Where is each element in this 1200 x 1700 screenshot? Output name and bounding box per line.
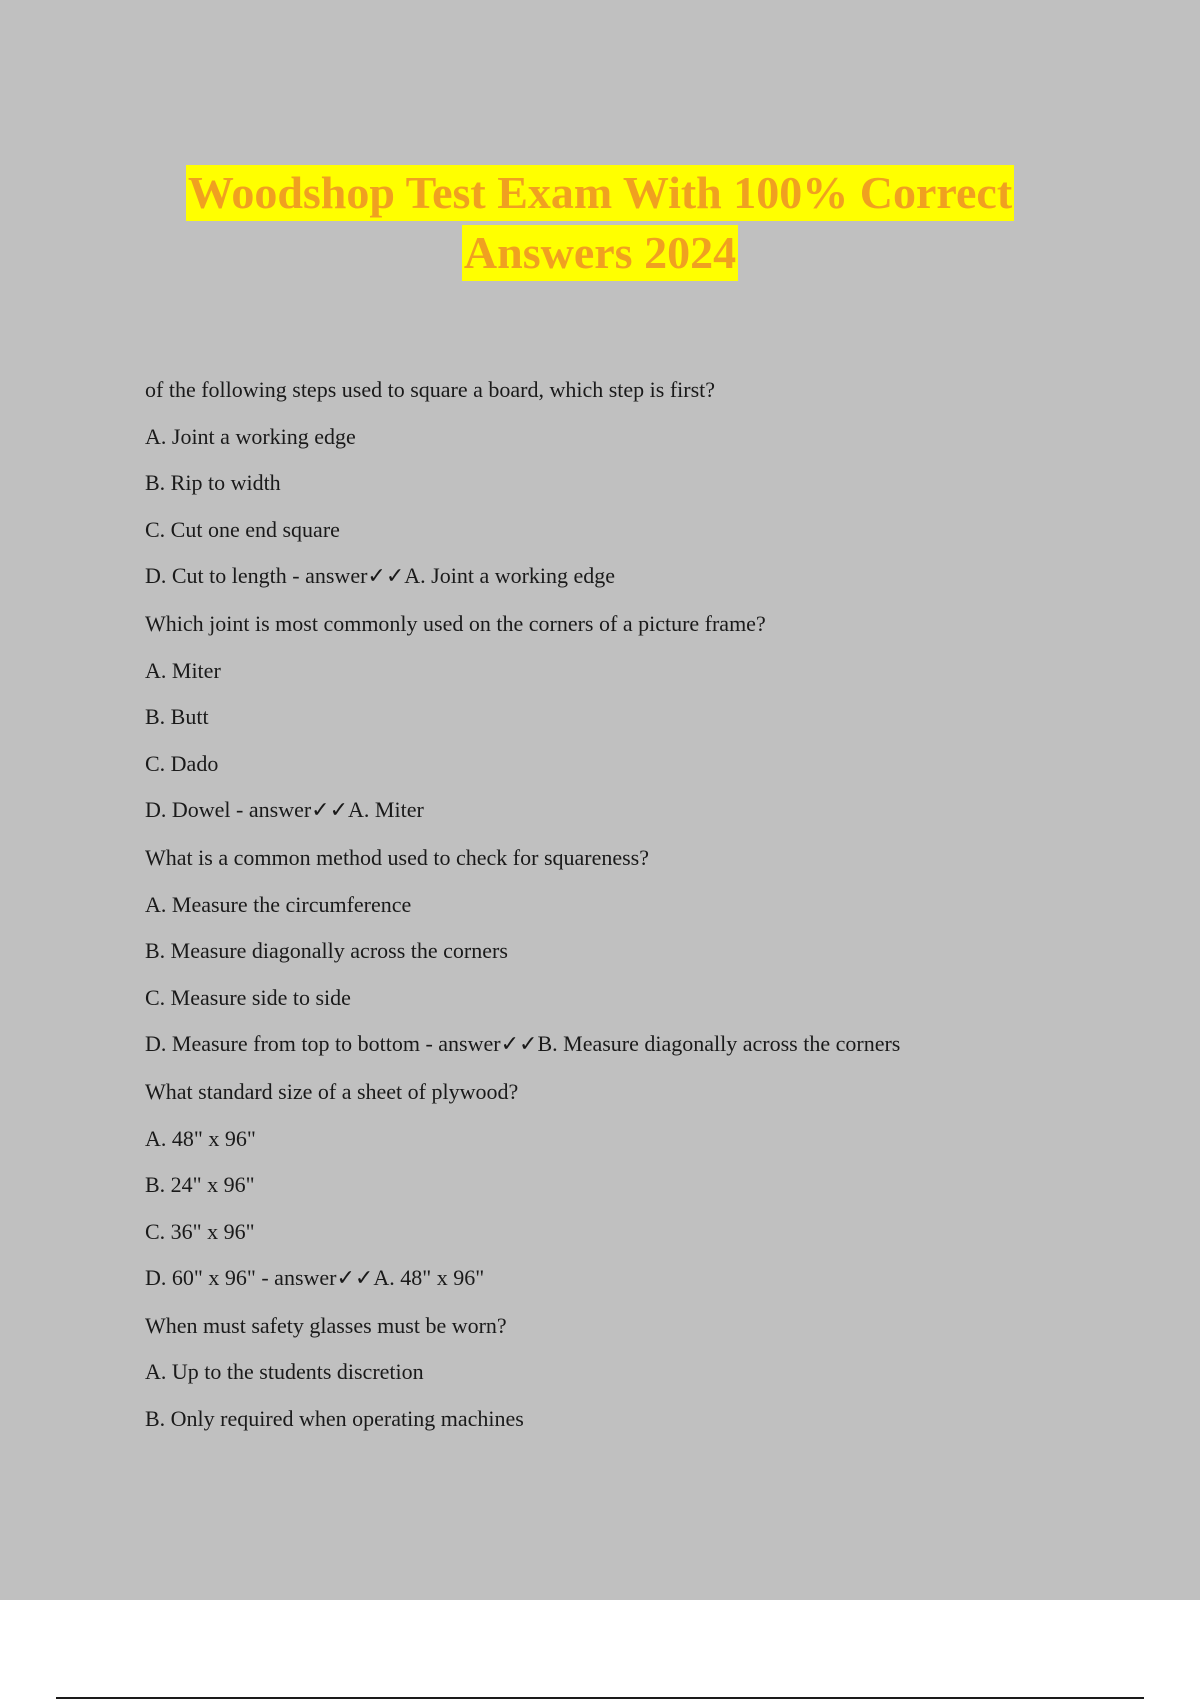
answer-option-label: D. Cut to length - answer [145, 563, 368, 589]
correct-answer: B. Measure diagonally across the corners [537, 1031, 901, 1057]
answer-option: B. Rip to width [145, 470, 281, 496]
checkmark-icon: ✓✓ [336, 1266, 374, 1292]
answer-option-label: D. Measure from top to bottom - answer [145, 1031, 501, 1057]
answer-option-label: D. Dowel - answer [145, 797, 312, 823]
correct-answer: A. Miter [348, 797, 424, 823]
answer-option-label: D. 60" x 96" - answer [145, 1265, 337, 1291]
answer-option: C. Measure side to side [145, 984, 351, 1010]
answer-line [145, 1032, 1105, 1057]
answer-option: B. 24" x 96" [145, 1172, 255, 1198]
footer-divider [56, 1697, 1144, 1699]
title-line-2: Answers 2024 [462, 225, 738, 281]
answer-option: C. 36" x 96" [145, 1218, 255, 1244]
answer-line [145, 564, 1105, 589]
question-text: What is a common method used to check for squareness? [145, 844, 650, 870]
checkmark-icon: ✓✓ [311, 798, 349, 824]
answer-line [145, 798, 1105, 823]
answer-option: A. Miter [145, 657, 221, 683]
correct-answer: A. Joint a working edge [404, 563, 616, 589]
answer-option: B. Only required when operating machines [145, 1406, 524, 1432]
checkmark-icon: ✓✓ [500, 1032, 538, 1058]
question-text: of the following steps used to square a board, which step is first? [145, 377, 716, 402]
answer-option: A. Measure the circumference [145, 891, 412, 917]
answer-option: C. Cut one end square [145, 516, 340, 542]
question-list [145, 378, 1105, 1454]
answer-line [145, 1266, 1105, 1291]
answer-option: A. 48" x 96" [145, 1125, 256, 1151]
question-text: When must safety glasses must be worn? [145, 1312, 507, 1338]
checkmark-icon: ✓✓ [367, 564, 405, 590]
answer-option: B. Butt [145, 704, 209, 730]
title-line-1: Woodshop Test Exam With 100% Correct [186, 165, 1014, 221]
question-text: What standard size of a sheet of plywood? [145, 1078, 519, 1104]
answer-option: B. Measure diagonally across the corners [145, 938, 508, 964]
page-title [0, 165, 1200, 285]
answer-option: C. Dado [145, 750, 219, 776]
correct-answer: A. 48" x 96" [373, 1265, 485, 1291]
answer-option: A. Up to the students discretion [145, 1359, 424, 1385]
answer-option: A. Joint a working edge [145, 423, 356, 449]
question-text: Which joint is most commonly used on the corners of a picture frame? [145, 610, 766, 636]
